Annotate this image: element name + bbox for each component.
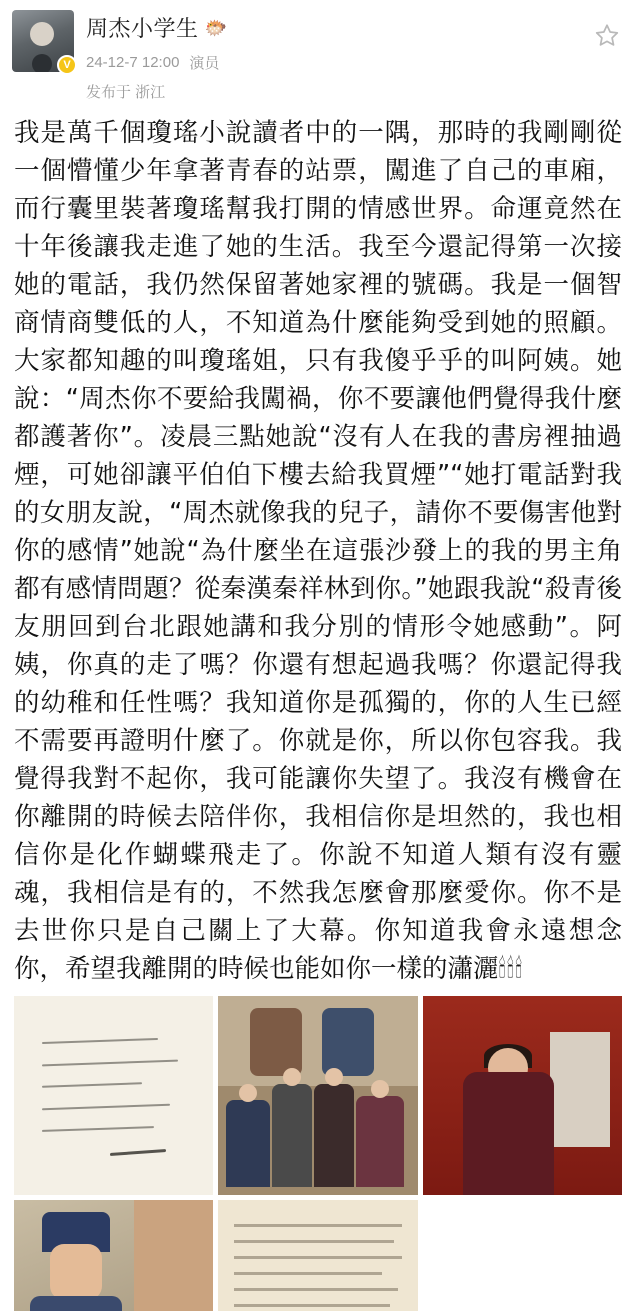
image-document-scan[interactable] bbox=[218, 1200, 417, 1311]
author-tag[interactable]: 演员 bbox=[189, 55, 220, 72]
pufferfish-icon: 🐡 bbox=[204, 17, 227, 38]
image-woman-red-room[interactable] bbox=[423, 996, 622, 1195]
image-blank bbox=[423, 1200, 622, 1311]
star-icon[interactable] bbox=[594, 22, 620, 48]
avatar[interactable] bbox=[12, 10, 74, 72]
post-timestamp: 24-12-7 12:00 bbox=[86, 54, 180, 71]
candle-emoji: 🕯🕯🕯 bbox=[498, 954, 524, 984]
name-row bbox=[86, 12, 624, 43]
post-header bbox=[0, 0, 636, 108]
header-main bbox=[86, 10, 624, 102]
post-content bbox=[0, 108, 636, 992]
image-handwritten-note[interactable] bbox=[14, 996, 213, 1195]
image-man-costume[interactable] bbox=[14, 1200, 213, 1311]
author-name[interactable]: 周杰小学生 bbox=[86, 16, 199, 41]
meta-row bbox=[86, 52, 624, 73]
verified-badge-icon: V bbox=[57, 55, 77, 75]
post-location: 发布于 浙江 bbox=[86, 84, 166, 101]
post-image-grid bbox=[0, 992, 636, 1311]
image-group-costume-photo[interactable] bbox=[218, 996, 417, 1195]
post-content-text: 我是萬千個瓊瑤小說讀者中的一隅，那時的我剛剛從一個懵懂少年拿著青春的站票，闖進了自己的車廂，而行囊里裝著瓊瑤幫我打開的情感世界。命運竟然在十年後讓我走進了她的生活。我至今還記得第一次接她的電話，我仍然保留著她家裡的號碼。我是一個智商情商雙低的人，不知道為什麼能夠受到她的照顧。大家都知趣的叫瓊瑤姐，只有我傻乎乎的叫阿姨。她說：“周杰你不要給我闖禍，你不要讓他們覺得我什麼都護著你”。凌晨三點她說“沒有人在我的書房裡抽過煙，可她卻讓平伯伯下樓去給我買煙”“她打電話對我的女朋友說，“周杰就像我的兒子，請你不要傷害他對你的感情”她說“為什麼坐在這張沙發上的我的男主角都有感情問題？從秦漢秦祥林到你。”她跟我說“殺青後友朋回到台北跟她講和我分別的情形令她感動”。阿姨，你真的走了嗎？你還有想起過我嗎？你還記得我的幼稚和任性嗎？我知道你是孤獨的，你的人生已經不需要再證明什麼了。你就是你，所以你包容我。我覺得我對不起你，我可能讓你失望了。我沒有機會在你離開的時候去陪伴你，我相信你是坦然的，我也相信你是化作蝴蝶飛走了。你說不知道人類有沒有靈魂，我相信是有的，不然我怎麼會那麼愛你。你不是去世你只是自己關上了大幕。你知道我會永遠想念你，希望我離開的時候也能如你一樣的瀟灑 bbox=[14, 118, 622, 984]
